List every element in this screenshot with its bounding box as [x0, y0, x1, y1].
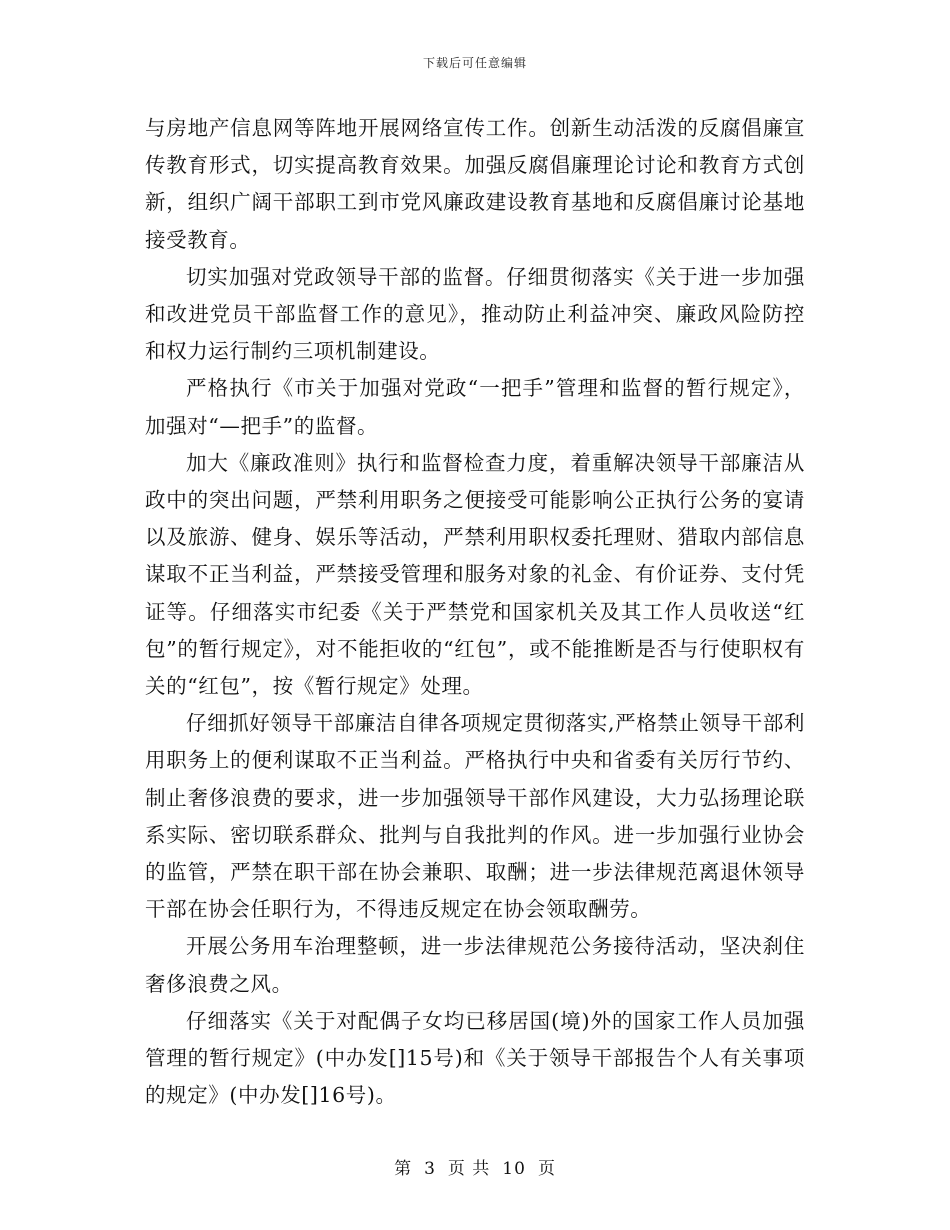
- page-number: 3: [424, 1159, 436, 1179]
- paragraph-4: 加大《廉政准则》执行和监督检查力度，着重解决领导干部廉洁从政中的突出问题，严禁利用职务之便接受可能影响公正执行公务的宴请以及旅游、健身、娱乐等活动，严禁利用职权委托理财、猎取内部信息谋取不正当利益，严禁接受管理和服务对象的礼金、有价证券、支付凭证等。仔细落实市纪委《关于严禁党和国家机关及其工作人员收送“红包”的暂行规定》，对不能拒收的“红包”，或不能推断是否与行使职权有关的“红包”，按《暂行规定》处理。: [145, 450, 805, 699]
- paragraph-2: 切实加强对党政领导干部的监督。仔细贯彻落实《关于进一步加强和改进党员干部监督工作的意见》，推动防止利益冲突、廉政风险防控和权力运行制约三项机制建设。: [145, 264, 805, 364]
- page-total: 10: [502, 1159, 526, 1179]
- page-footer: [0, 1154, 950, 1179]
- paragraph-1: 与房地产信息网等阵地开展网络宣传工作。创新生动活泼的反腐倡廉宣传教育形式，切实提高教育效果。加强反腐倡廉理论讨论和教育方式创新，组织广阔干部职工到市党风廉政建设教育基地和反腐倡廉讨论基地接受教育。: [145, 116, 805, 252]
- document-body: [145, 110, 805, 1114]
- paragraph-3: 严格执行《市关于加强对党政“一把手”管理和监督的暂行规定》，加强对“—把手”的监督。: [145, 376, 805, 438]
- page-suffix: 页: [537, 1159, 556, 1179]
- page-mid: 页 共: [447, 1159, 491, 1179]
- paragraph-5: 仔细抓好领导干部廉洁自律各项规定贯彻落实,严格禁止领导干部利用职务上的便利谋取不正当利益。严格执行中央和省委有关厉行节约、制止奢侈浪费的要求，进一步加强领导干部作风建设，大力弘扬理论联系实际、密切联系群众、批判与自我批判的作风。进一步加强行业协会的监管，严禁在职干部在协会兼职、取酬；进一步法律规范离退休领导干部在协会任职行为，不得违反规定在协会领取酬劳。: [145, 711, 806, 922]
- page-header-note: 下载后可任意编辑: [422, 56, 527, 70]
- paragraph-6: 开展公务用车治理整顿，进一步法律规范公务接待活动，坚决刹住奢侈浪费之风。: [145, 934, 805, 996]
- page-prefix: 第: [394, 1159, 413, 1179]
- paragraph-7: 仔细落实《关于对配偶子女均已移居国(境)外的国家工作人员加强管理的暂行规定》(中办发[]15号)和《关于领导干部报告个人有关事项的规定》(中办发[]16号)。: [145, 1008, 805, 1108]
